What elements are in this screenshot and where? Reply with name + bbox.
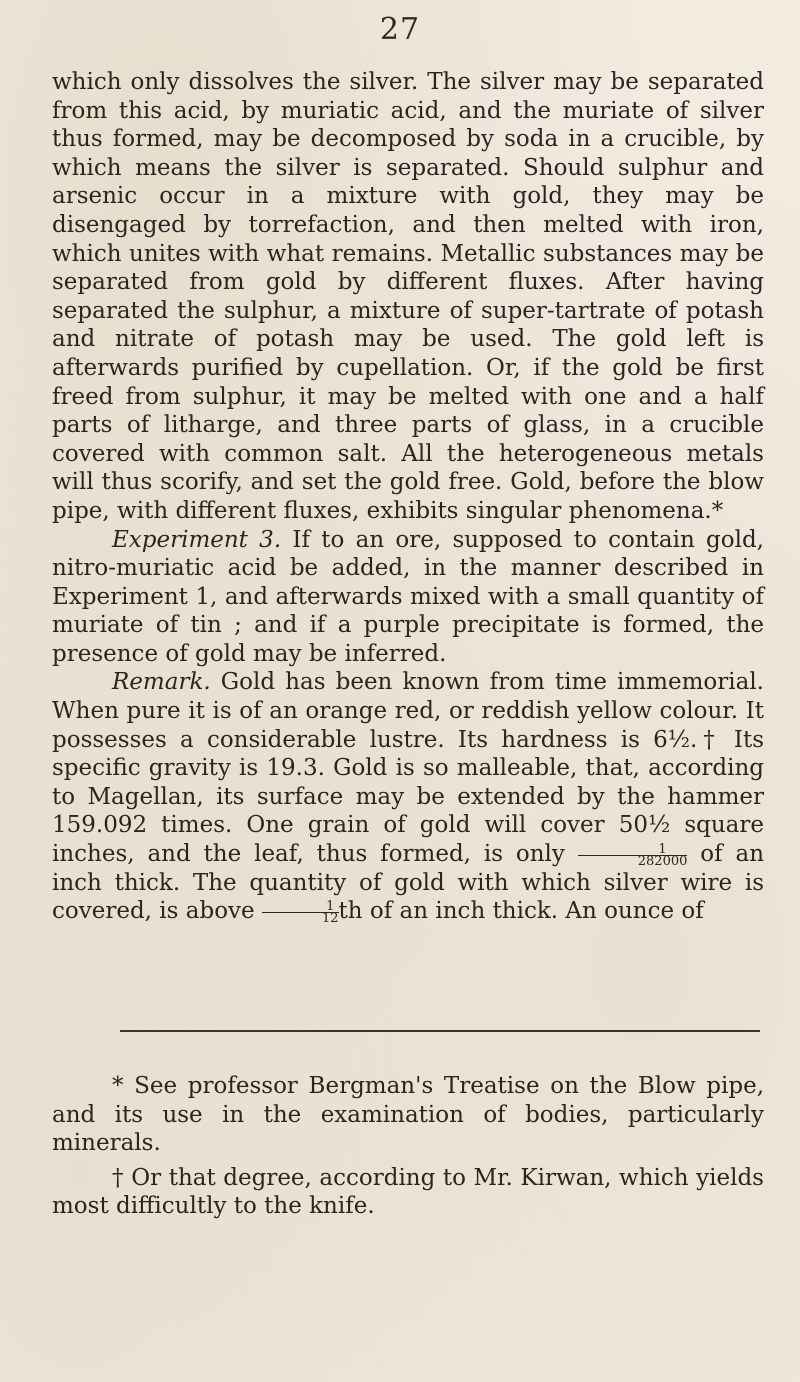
remark-text-c: th of an inch thick. An ounce of [338,898,704,925]
experiment-3-text: If to an ore, supposed to contain gold, nitro-muriatic acid be added, in the manner described in Experiment 1, and afterwards mixed with a small quantity of muriate of tin ; and if a purple precipitate is formed, the presence of gold may be inferred. [52,526,764,667]
footnote-hardness: † Or that degree, according to Mr. Kirwan, which yields most difficultly to the knife. [52,1164,764,1220]
fraction-wire-numerator: 1 [262,901,339,913]
footnotes [52,1072,764,1227]
paragraph-remark [52,668,764,925]
fraction-wire-denominator: 12 [321,910,339,926]
remark-label: Remark. [112,669,211,696]
experiment-3-label: Experiment 3. [112,526,282,553]
page-number: 27 [379,12,421,47]
fraction-leaf-thickness [578,841,688,869]
footnote-blowpipe: * See professor Bergman's Treatise on the Blow pipe, and its use in the examination of bodies, particularly minerals. [52,1073,764,1157]
remark-text-b: of an inch thick. The quantity of gold with which silver wire is covered, is above [52,841,765,925]
paragraph-gold-separation: which only dissolves the silver. The silver may be separated from this acid, by muriatic acid, and the muriate of silver thus formed, may be decomposed by soda in a crucible, by which means the silver is separated. Should sulphur and arsenic occur in a mixture with gold, they may be disengaged by torrefaction, and then melted with iron, which unites with what remains. Metallic substances may be separated from gold by different fluxes. After having separated the sulphur, a mixture of super-tartrate of potash and nitrate of potash may be used. The gold left is afterwards purified by cupellation. Or, if the gold be first freed from sulphur, it may be melted with one and a half parts of litharge, and three parts of glass, in a crucible covered with common salt. All the heterogeneous metals will thus scorify, and set the gold free. Gold, before the blow pipe, with different fluxes, exhibits singular phenomena.* [52,69,764,524]
main-text [52,68,764,926]
fraction-leaf-numerator: 1 [578,844,688,856]
remark-text-a: Gold has been known from time immemorial. When pure it is of an orange red, or reddish yellow colour. It possesses a considerable lustre. Its hardness is 6½.† Its specific gravity is 19.3. Gold is so malleable, that, according to Magellan, its surface may be extended by the hammer 159.092 times. One grain of gold will cover 50½ square inches, and the leaf, thus formed, is only [52,669,764,868]
fraction-leaf-denominator: 282000 [637,853,688,869]
paragraph-experiment-3 [52,526,764,669]
fraction-wire-thickness [262,898,339,926]
footnote-divider [120,1030,760,1032]
